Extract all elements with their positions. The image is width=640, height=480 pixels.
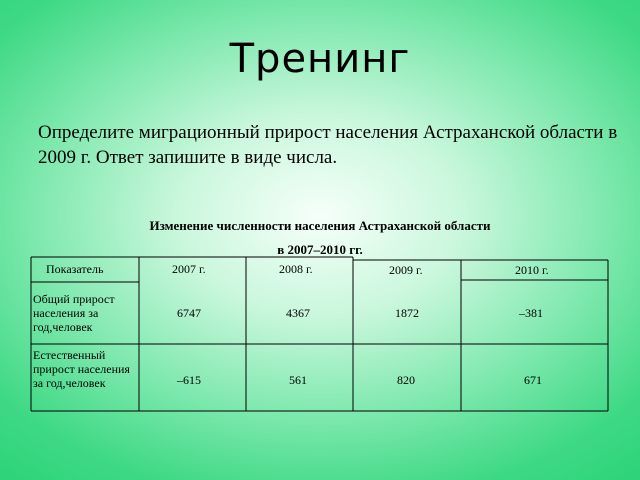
table-cell: 6747 bbox=[177, 306, 201, 320]
table-cell: 671 bbox=[524, 373, 542, 387]
header-indicator: Показатель bbox=[46, 262, 104, 276]
table-cell: 561 bbox=[289, 373, 307, 387]
header-2007: 2007 г. bbox=[172, 262, 206, 276]
table-cell: –381 bbox=[519, 306, 543, 320]
table-cell: 4367 bbox=[286, 306, 310, 320]
table-caption-line1: Изменение численности населения Астраханской области bbox=[149, 218, 491, 233]
header-2008: 2008 г. bbox=[279, 262, 313, 276]
header-2009: 2009 г. bbox=[389, 263, 423, 277]
table-cell: 820 bbox=[397, 373, 415, 387]
slide-title: Тренинг bbox=[229, 36, 411, 82]
header-2010: 2010 г. bbox=[515, 263, 549, 277]
row-label-natural-growth: Естественный прирост населения за год,человек bbox=[33, 348, 130, 390]
table-caption-line2: в 2007–2010 гг. bbox=[277, 242, 363, 257]
question-text: Определите миграционный прирост населения Астраханской области в 2009 г. Ответ запишите в виде числа. bbox=[38, 122, 618, 168]
table-cell: –615 bbox=[177, 373, 201, 387]
row-label-total-growth: Общий прирост населения за год,человек bbox=[33, 292, 115, 334]
table-cell: 1872 bbox=[395, 306, 419, 320]
